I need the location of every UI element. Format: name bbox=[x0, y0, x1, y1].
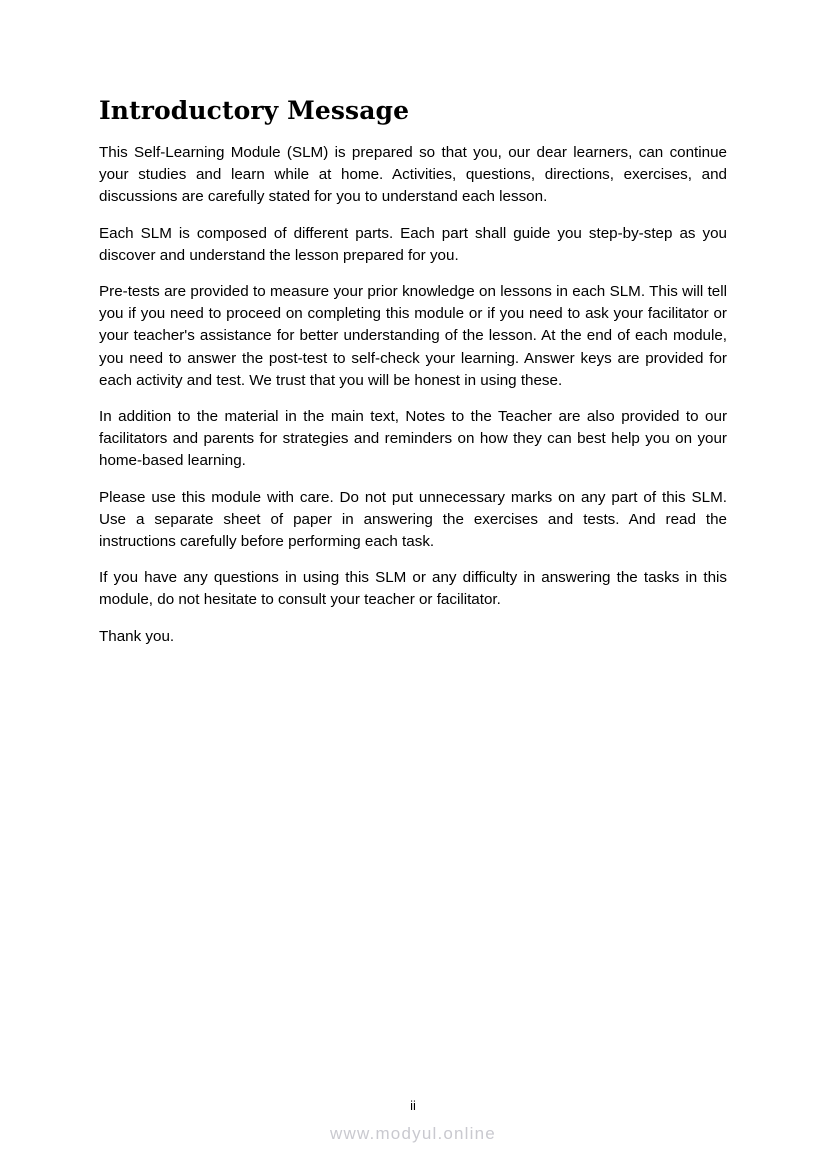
paragraph-3: Pre-tests are provided to measure your prior knowledge on lessons in each SLM. This will tell you if you need to proceed on completing this module or if you need to ask your facilitator or your teacher's assistance for better understanding of the lesson. At the end of each module, you need to answer the post-test to self-check your learning. Answer keys are provided for each activity and test. We trust that you will be honest in using these. bbox=[99, 283, 727, 389]
paragraph-5: Please use this module with care. Do not put unnecessary marks on any part of this SLM. Use a separate sheet of paper in answering the exercises and tests. And read the instructions carefully before performing each task. bbox=[99, 488, 727, 551]
page-content bbox=[99, 96, 727, 648]
watermark: www.modyul.online bbox=[330, 1124, 496, 1143]
paragraph-4: In addition to the material in the main text, Notes to the Teacher are also provided to our facilitators and parents for strategies and reminders on how they can best help you on your home-based learning. bbox=[99, 408, 727, 470]
paragraph-6: If you have any questions in using this SLM or any difficulty in answering the tasks in this module, do not hesitate to consult your teacher or facilitator. bbox=[99, 569, 727, 609]
page-title: Introductory Message bbox=[99, 96, 410, 125]
paragraph-7: Thank you. bbox=[99, 627, 175, 645]
paragraph-2: Each SLM is composed of different parts. Each part shall guide you step-by-step as you discover and understand the lesson prepared for you. bbox=[99, 224, 727, 264]
paragraph-1: This Self-Learning Module (SLM) is prepared so that you, our dear learners, can continue your studies and learn while at home. Activities, questions, directions, exercises, and discussions are carefully stated for you to understand each lesson. bbox=[99, 144, 727, 206]
page-number: ii bbox=[410, 1098, 416, 1113]
